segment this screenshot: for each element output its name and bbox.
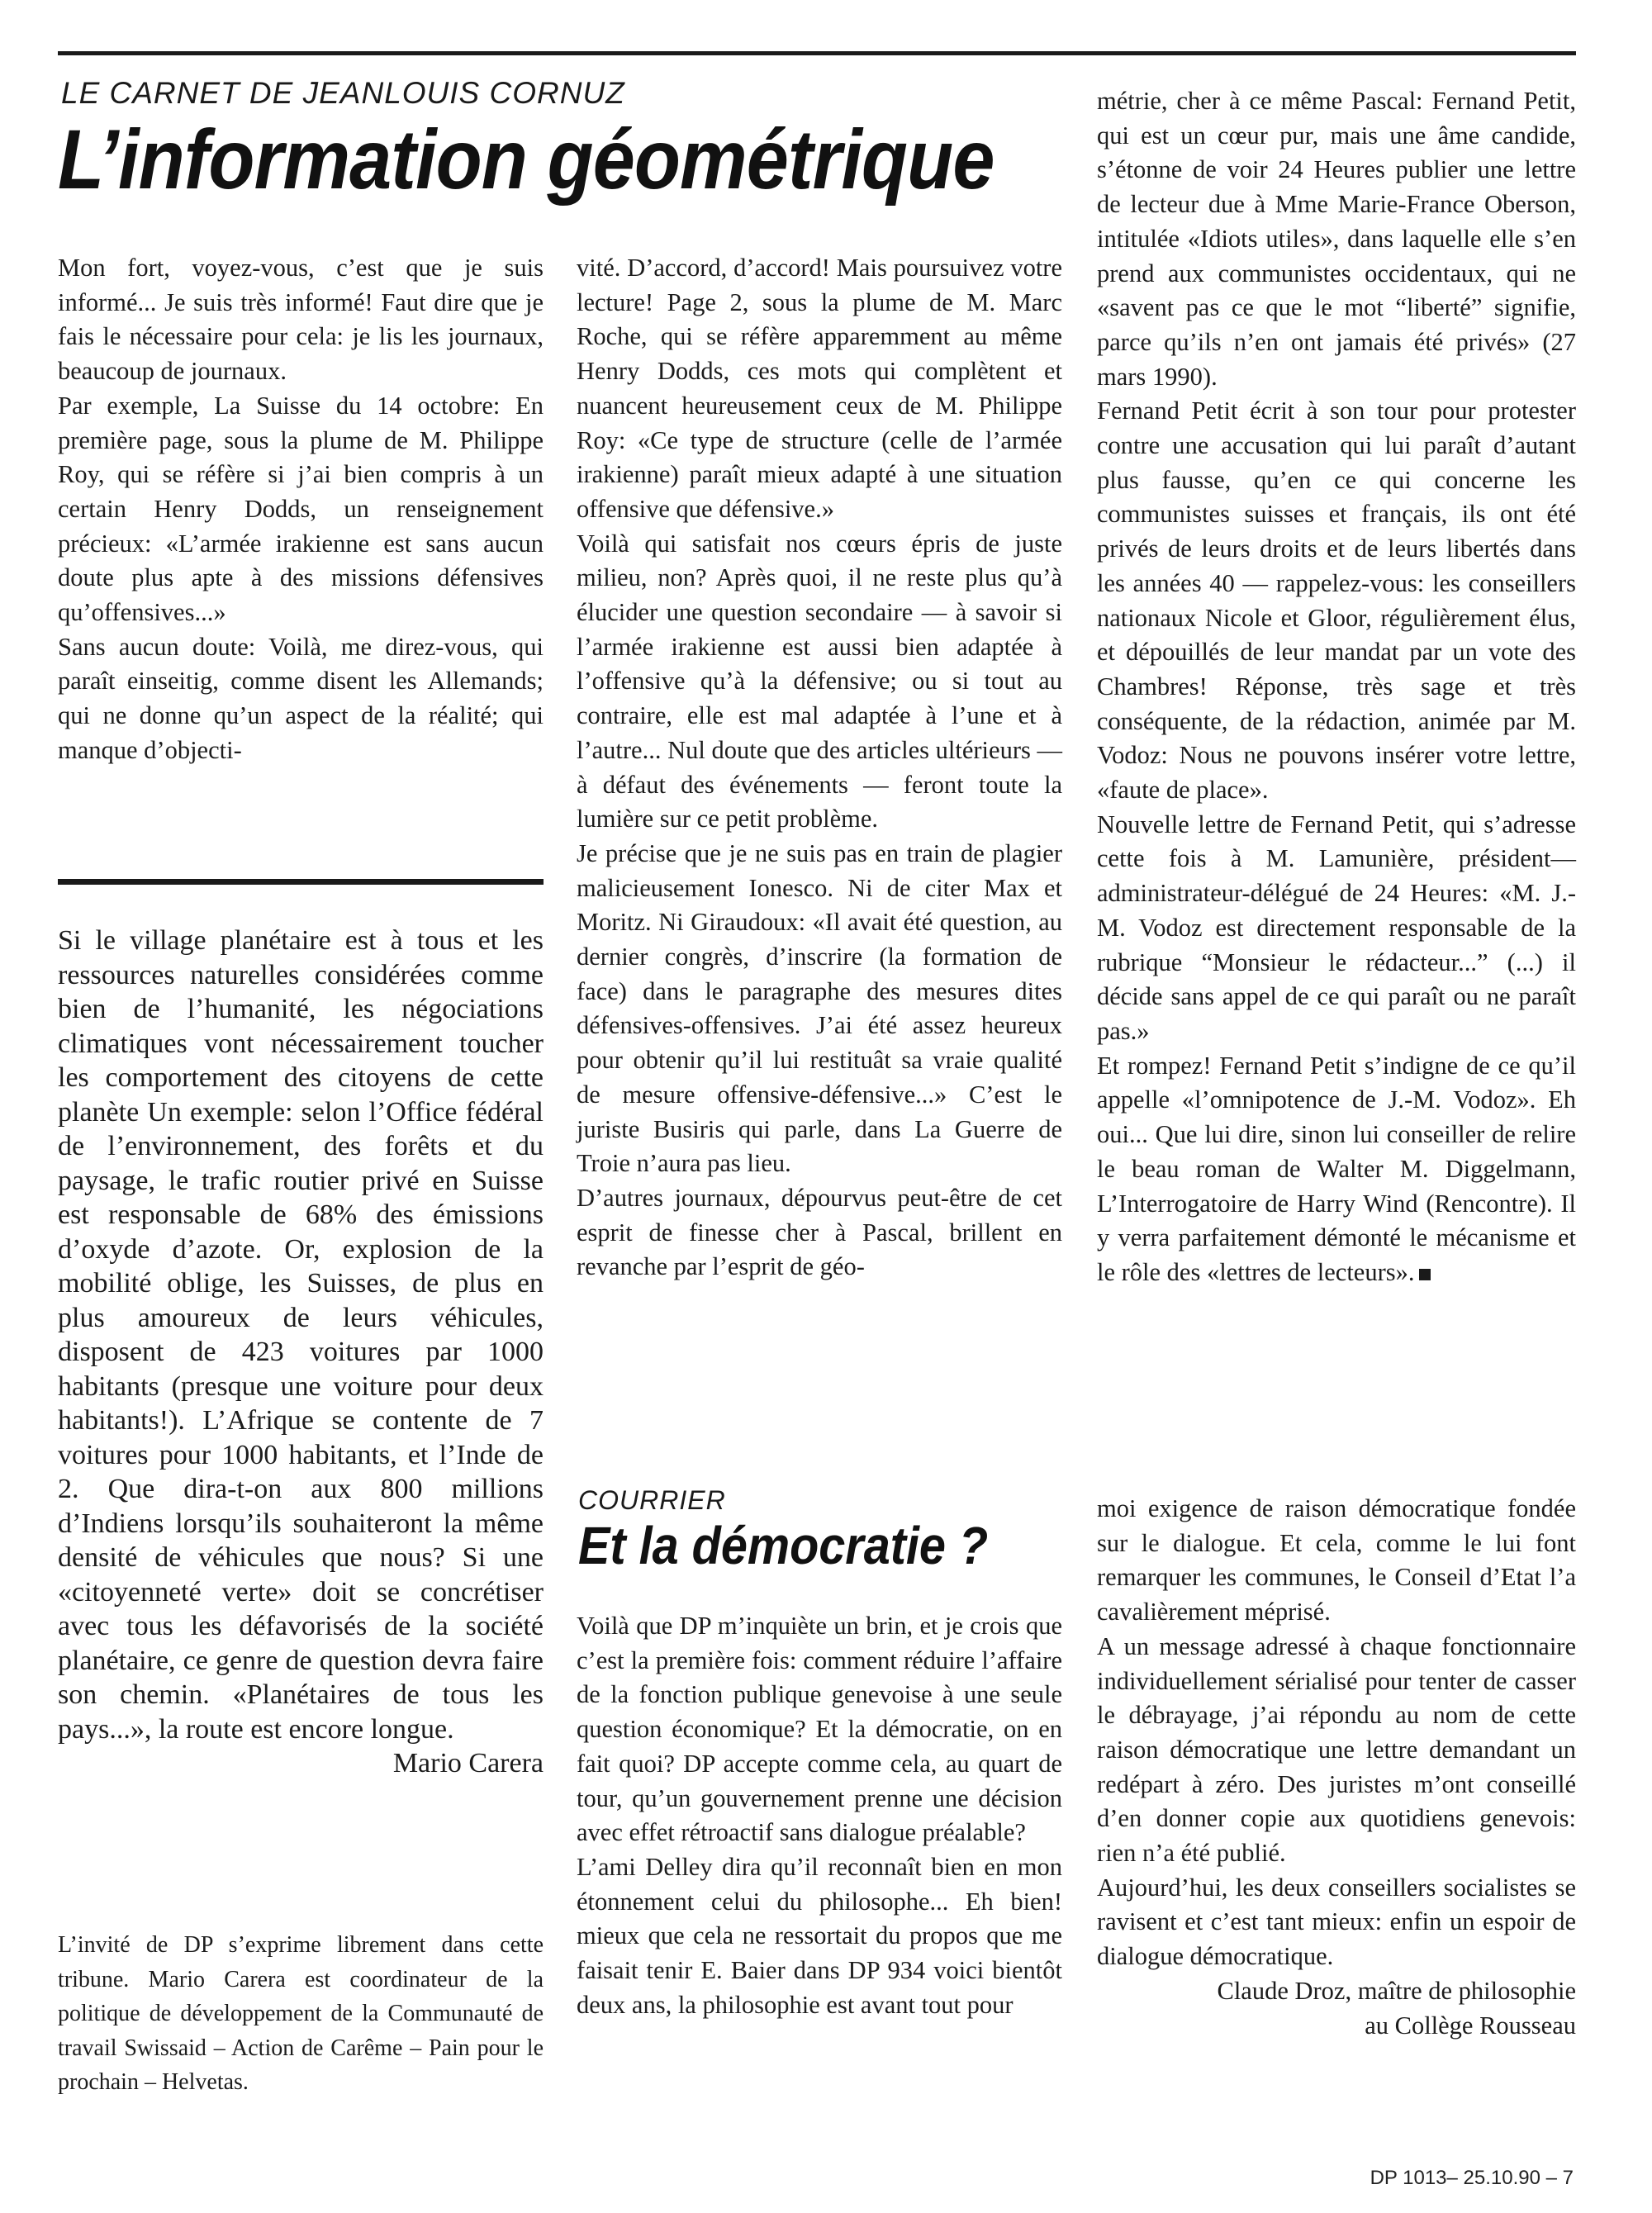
courrier-kicker: COURRIER [578,1485,726,1515]
courrier-column-2 [1097,1492,1576,2043]
tribune-signature: Mario Carera [392,1748,544,1778]
carnet-paragraph: Fernand Petit écrit à son tour pour protester contre une accusation qui lui paraît d’autant plus fausse, qu’en ce qui concerne les communistes suisses et français, ils ont été privés de leurs droits et de leurs libertés dans les années 40 — rappelez-vous: les conseillers nationaux Nicole et Gloor, régulièrement élus, et dépouillés de leur mandat par un vote des Chambres! Réponse, très sage et très conséquente, de la rédaction, animée par M. Vodoz: Nous ne pouvons insérer votre lettre, «faute de place». [1097,397,1576,805]
courrier-paragraph: moi exigence de raison démocratique fondée sur le dialogue. Et cela, comme le lui font remarquer les communes, le Conseil d’Etat l’a cavalièrement méprisé. [1097,1494,1576,1627]
carnet-paragraph: Voilà qui satisfait nos cœurs épris de juste milieu, non? Après quoi, il ne reste plus qu’à élucider une question secondaire — à savoir si l’armée irakienne est aussi bien adaptée à l’offensive qu’à la défensive; ou si tout au contraire, elle est mal adaptée à l’une et à l’autre... Nul doute que des articles ultérieurs — à défaut des événements — feront toute la lumière sur ce petit problème. [577,529,1062,833]
carnet-closing-text: Et rompez! Fernand Petit s’indigne de ce qu’il appelle «l’omnipotence de J.-M. Vodoz». Eh oui... Que lui dire, sinon lui conseiller de relire le beau roman de Walter M. Diggelmann, L’Interrogatoire de Harry Wind (Rencontre). Il y verra parfaitement démonté le mécanisme et le rôle des «lettres de lecteurs». [1097,1051,1576,1286]
carnet-paragraph: métrie, cher à ce même Pascal: Fernand Petit, qui est un cœur pur, mais une âme candide, s’étonne de voir 24 Heures publier une lettre de lecteur due à Mme Marie-France Oberson, intitulée «Idiots utiles», dans laquelle elle s’en prend aux communistes occidentaux, qui ne «savent pas ce que le mot “liberté” signifie, parce qu’ils n’en ont jamais été privés» (27 mars 1990). [1097,87,1576,391]
courrier-column-1 [577,1609,1062,2022]
carnet-paragraph: Sans aucun doute: Voilà, me direz-vous, qui paraît einseitig, comme disent les Allemands; qui ne donne qu’un aspect de la réalité; qui manque d’objecti- [58,632,544,764]
top-rule [58,51,1576,55]
end-mark-icon [1419,1269,1431,1280]
tribune-rule [58,879,544,885]
page-folio: DP 1013– 25.10.90 – 7 [1370,2167,1574,2189]
carnet-column-2 [577,251,1062,1285]
carnet-kicker: LE CARNET DE JEANLOUIS CORNUZ [61,76,625,110]
tribune-column [58,924,544,1781]
carnet-column-1 [58,251,544,768]
carnet-paragraph: Je précise que je ne suis pas en train de plagier malicieusement Ionesco. Ni de citer Max et Moritz. Ni Giraudoux: «Il avait été question, au dernier congrès, d’inscrire (la formation de face) dans le paragraphe des mesures dites défensives-offensives. J’ai été assez heureux pour obtenir qu’il lui restituât sa vraie qualité de mesure offensive-défensive...» C’est le juriste Busiris qui parle, dans La Guerre de Troie n’aura pas lieu. [577,838,1062,1178]
carnet-paragraph: D’autres journaux, dépourvus peut-être de cet esprit de finesse cher à Pascal, brillent en revanche par l’esprit de géo- [577,1183,1062,1281]
courrier-paragraph: L’ami Delley dira qu’il reconnaît bien en mon étonnement celui du philosophe... Eh bien! mieux que cela ne ressortait du propos que me faisait tenir E. Baier dans DP 934 voici bientôt deux ans, la philosophie est avant tout pour [577,1852,1062,2019]
carnet-headline: L’information géométrique [58,112,995,207]
carnet-paragraph: Par exemple, La Suisse du 14 octobre: En première page, sous la plume de M. Philippe Roy, qui se réfère si j’ai bien compris à un certain Henry Dodds, un renseignement précieux: «L’armée irakienne est sans aucun doute plus apte à des missions défensives qu’offensives...» [58,391,544,627]
carnet-paragraph [1097,1049,1576,1290]
tribune-paragraph: Si le village planétaire est à tous et les ressources naturelles considérées comme bien de l’humanité, les négociations climatiques vont nécessairement toucher les comportement des citoyens de cette planète Un exemple: selon l’Office fédéral de l’environnement, des forêts et du paysage, le trafic routier privé en Suisse est responsable de 68% des émissions d’oxyde d’azote. Or, explosion de la mobilité oblige, les Suisses, de plus en plus amoureux de leurs véhicules, disposent de 423 voitures par 1000 habitants (presque une voiture pour deux habitants!). L’Afrique se contente de 7 voitures pour 1000 habitants, et l’Inde de 2. Que dira-t-on aux 800 millions d’Indiens lorsqu’ils souhaiteront la même densité de véhicules que nous? Si une «citoyenneté verte» doit se concrétiser avec tous les défavorisés de la société planétaire, ce genre de question devra faire son chemin. «Planétaires de tous les pays...», la route est encore longue. [58,925,544,1745]
courrier-signature-line-2: au Collège Rousseau [1365,2011,1576,2040]
courrier-paragraph: Voilà que DP m’inquiète un brin, et je crois que c’est la première fois: comment réduire l’affaire de la fonction publique genevoise à une seule question économique? Et la démocratie, on en fait quoi? DP accepte comme cela, au quart de tour, qu’un gouvernement prenne une décision avec effet rétroactif sans dialogue préalable? [577,1612,1062,1847]
tribune-note-text: L’invité de DP s’exprime librement dans cette tribune. Mario Carera est coordinateur de la politique de développement de la Communauté de travail Swissaid – Action de Carême – Pain pour le prochain – Helvetas. [58,1932,544,2095]
carnet-paragraph: vité. D’accord, d’accord! Mais poursuivez votre lecture! Page 2, sous la plume de M. Marc Roche, qui se réfère apparemment au même Henry Dodds, ces mots qui complètent et nuancent heureusement ceux de M. Philippe Roy: «Ce type de structure (celle de l’armée irakienne) paraît mieux adapté à une situation offensive que défensive.» [577,254,1062,523]
courrier-headline: Et la démocratie ? [578,1516,989,1575]
courrier-paragraph: A un message adressé à chaque fonctionnaire individuellement sérialisé pour tenter de casser le débrayage, j’ai répondu au nom de cette raison démocratique une lettre demandant un redépart à zéro. Des juristes m’ont conseillé d’en donner copie aux quotidiens genevois: rien n’a été publié. [1097,1631,1576,1868]
carnet-paragraph: Mon fort, voyez-vous, c’est que je suis informé... Je suis très informé! Faut dire que je fais le nécessaire pour cela: je lis les journaux, beaucoup de journaux. [58,254,544,386]
courrier-paragraph: Aujourd’hui, les deux conseillers socialistes se ravisent et c’est tant mieux: enfin un espoir de dialogue démocratique. [1097,1873,1576,1971]
tribune-note [58,1928,544,2100]
carnet-column-3 [1097,84,1576,1290]
carnet-paragraph: Nouvelle lettre de Fernand Petit, qui s’adresse cette fois à M. Lamunière, président—administrateur-délégué de 24 Heures: «M. J.-M. Vodoz est directement responsable de la rubrique “Monsieur le rédacteur...” (...) il décide sans appel de ce qui paraît ou ne paraît pas.» [1097,810,1576,1045]
courrier-signature-line-1: Claude Droz, maître de philosophie [1217,1976,1576,2005]
